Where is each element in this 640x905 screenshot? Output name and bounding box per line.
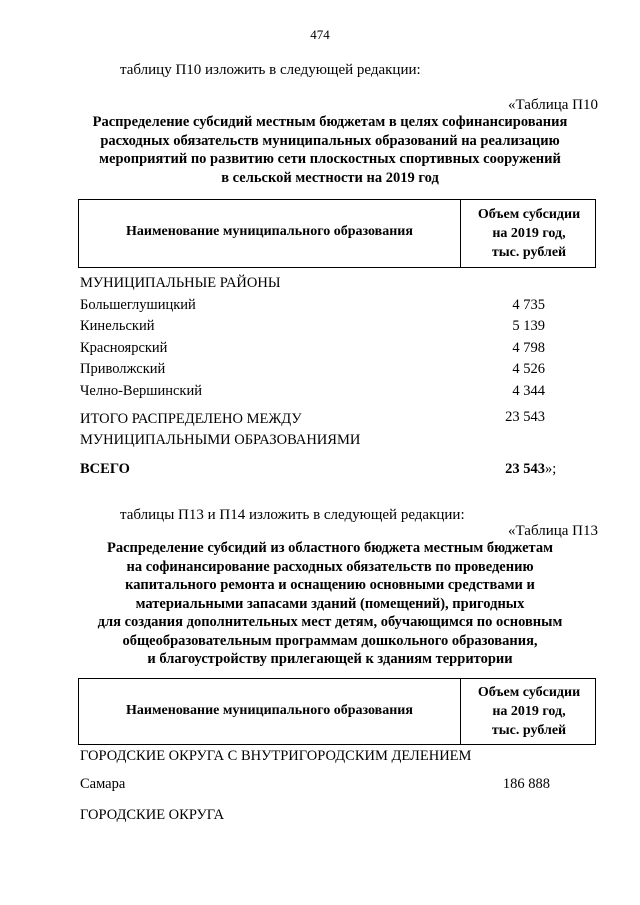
row-value: 4 798 [512,340,545,356]
heading-line: и благоустройству прилегающей к зданиям территории [147,651,513,667]
total-suffix: »; [545,461,557,477]
row-value: 4 344 [512,383,545,399]
section1-heading [60,113,600,187]
row-name: Самара [80,776,126,792]
heading-line: Распределение субсидий местным бюджетам в целях софинансирования [92,114,568,130]
total-label: ВСЕГО [80,461,130,477]
row-name: Кинельский [80,318,155,334]
header-volume-line: тыс. рублей [491,723,567,738]
row-name: Приволжский [80,361,166,377]
group-label: ГОРОДСКИЕ ОКРУГА С ВНУТРИГОРОДСКИМ ДЕЛЕНИЕМ [80,748,472,764]
total-value: 23 543 [505,461,545,477]
total-cell [440,461,560,478]
page-number: 474 [310,27,330,42]
heading-line: материальными запасами зданий (помещений), пригодных [135,595,525,612]
heading-line: расходных обязательств муниципальных образований на реализацию [100,132,560,149]
row-name: Челно-Вершинский [80,383,202,399]
header-volume [461,205,597,262]
row-name: Большеглушицкий [80,297,196,313]
heading-line: Распределение субсидий из областного бюджета местным бюджетам [107,540,553,556]
heading-line: для создания дополнительных мест детям, обучающимся по основным [97,614,563,630]
section2-intro: таблицы П13 и П14 изложить в следующей редакции: [120,507,465,523]
row-name: Красноярский [80,340,168,356]
header-volume [461,683,597,740]
row-value: 5 139 [512,318,545,334]
header-volume-line: на 2019 год, [492,226,566,241]
header-volume-line: тыс. рублей [491,245,567,260]
header-volume-line: Объем субсидии [477,685,581,700]
section1-table-header [78,199,596,268]
subtotal-value: 23 543 [505,409,545,425]
subtotal-label [80,409,360,451]
section1-table-label: «Таблица П10 [508,97,598,113]
header-name: Наименование муниципального образования [126,703,413,718]
heading-line: мероприятий по развитию сети плоскостных спортивных сооружений [99,151,561,167]
header-volume-line: Объем субсидии [477,207,581,222]
heading-line: в сельской местности на 2019 год [221,169,439,186]
subtotal-label-line: ИТОГО РАСПРЕДЕЛЕНО МЕЖДУ [80,411,302,427]
row-value: 186 888 [502,776,550,792]
header-volume-line: на 2019 год, [492,704,566,719]
row-value: 4 735 [512,297,545,313]
row-value: 4 526 [512,361,545,377]
section2-heading [60,539,600,669]
section1-intro: таблицу П10 изложить в следующей редакции: [120,62,421,78]
section2-table-label: «Таблица П13 [508,523,598,539]
section2-table-header [78,678,596,745]
group-label: ГОРОДСКИЕ ОКРУГА [80,807,225,823]
group-label: МУНИЦИПАЛЬНЫЕ РАЙОНЫ [80,275,281,291]
subtotal-label-line: МУНИЦИПАЛЬНЫМИ ОБРАЗОВАНИЯМИ [80,432,361,448]
heading-line: капитального ремонта и оснащению основными средствами и [125,577,535,593]
heading-line: общеобразовательным программам дошкольного образования, [122,632,538,649]
heading-line: на софинансирование расходных обязательств по проведению [126,558,534,575]
header-name: Наименование муниципального образования [126,224,413,239]
